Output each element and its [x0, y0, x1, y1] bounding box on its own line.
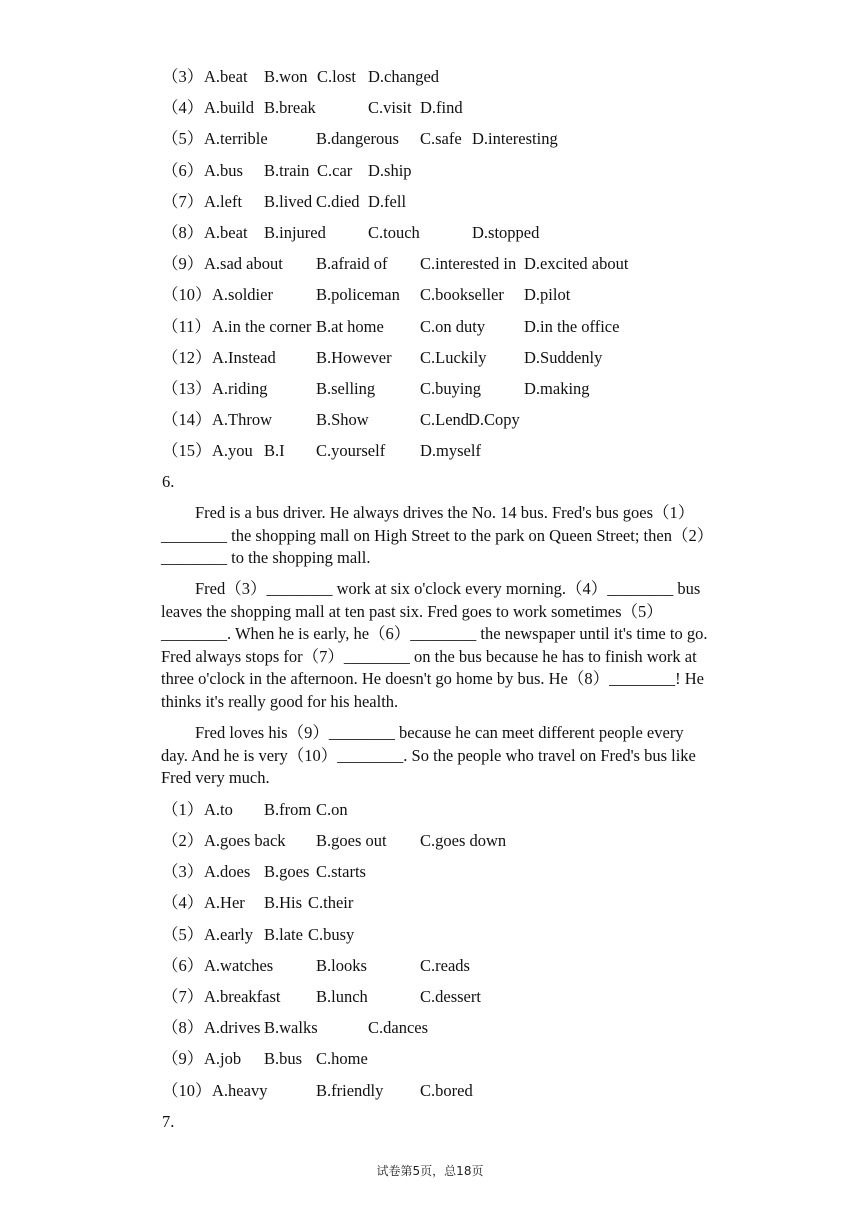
question-number: （13） [162, 379, 212, 398]
passage-line: ________ to the shopping mall. [161, 548, 371, 567]
option-c: C.Luckily [420, 348, 487, 367]
option-a: A.goes back [204, 831, 286, 850]
passage-line: three o'clock in the afternoon. He doesn't go home by bus. He（8）________! He [161, 669, 704, 688]
option-d: D.changed [368, 67, 440, 86]
question-number: （4） [162, 893, 204, 912]
option-b: B.friendly [316, 1081, 384, 1100]
option-c: C.interested in [420, 254, 517, 273]
page-footer: 试卷第5页，总18页 [376, 1164, 484, 1178]
option-a: A.heavy [212, 1081, 268, 1100]
option-b: B.selling [316, 379, 376, 398]
option-c: C.touch [368, 223, 420, 242]
option-d: D.Suddenly [524, 348, 603, 367]
passage-paragraph [161, 502, 739, 570]
question-number: （7） [162, 192, 204, 211]
option-a: A.does [204, 862, 251, 881]
option-a: A.riding [212, 379, 268, 398]
passage-line: Fred very much. [161, 768, 270, 787]
option-c: C.bored [420, 1081, 473, 1100]
passage-line: Fred loves his（9）________ because he can meet different people every [195, 723, 684, 742]
option-b: B.I [264, 441, 285, 460]
option-b: B.lived [264, 192, 313, 211]
option-d: D.ship [368, 161, 412, 180]
option-d: D.myself [420, 441, 481, 460]
question-number: （15） [162, 441, 212, 460]
question-number: （14） [162, 410, 212, 429]
option-c: C.dances [368, 1018, 429, 1037]
option-c: C.car [317, 161, 353, 180]
option-c: C.Lend [420, 410, 470, 429]
option-a: A.drives [204, 1018, 261, 1037]
passage-paragraph [161, 722, 739, 790]
question-number: （8） [162, 1018, 204, 1037]
question-number: （6） [162, 956, 204, 975]
question-number: （9） [162, 1049, 204, 1068]
option-d: D.find [420, 98, 463, 117]
option-b: B.However [316, 348, 392, 367]
option-d: D.excited about [524, 254, 629, 273]
option-a: A.Her [204, 893, 245, 912]
option-b: B.goes out [316, 831, 387, 850]
option-b: B.break [264, 98, 316, 117]
option-a: A.breakfast [204, 987, 281, 1006]
option-c: C.dessert [420, 987, 481, 1006]
option-b: B.policeman [316, 285, 400, 304]
question-number: （12） [162, 348, 212, 367]
option-c: C.home [316, 1049, 368, 1068]
option-a: A.watches [204, 956, 274, 975]
option-b: B.dangerous [316, 129, 399, 148]
option-a: A.sad about [204, 254, 283, 273]
question-number: （10） [162, 285, 212, 304]
option-d: D.in the office [524, 317, 620, 336]
option-b: B.won [264, 67, 308, 86]
option-a: A.you [212, 441, 253, 460]
question-number: （3） [162, 862, 204, 881]
option-d: D.stopped [472, 223, 540, 242]
option-d: D.Copy [468, 410, 520, 429]
option-a: A.Instead [212, 348, 276, 367]
option-b: B.walks [264, 1018, 318, 1037]
option-b: B.late [264, 925, 303, 944]
option-a: A.in the corner [212, 317, 312, 336]
option-b: B.looks [316, 956, 367, 975]
option-d: D.interesting [472, 129, 558, 148]
option-b: B.lunch [316, 987, 368, 1006]
question-number: （3） [162, 67, 204, 86]
passage-line: ________ the shopping mall on High Street to the park on Queen Street; then（2） [161, 525, 714, 545]
question-number: （7） [162, 987, 204, 1006]
passage-paragraph [161, 578, 739, 713]
option-b: B.injured [264, 223, 326, 242]
option-d: D.pilot [524, 285, 571, 304]
passage-line: Fred is a bus driver. He always drives the No. 14 bus. Fred's bus goes（1） [195, 503, 695, 522]
option-b: B.goes [264, 862, 310, 881]
option-a: A.beat [204, 223, 248, 242]
option-d: D.making [524, 379, 590, 398]
option-c: C.died [316, 192, 360, 211]
question-number: （10） [162, 1081, 212, 1100]
passage-line: ________. When he is early, he（6）________ the newspaper until it's time to go. [161, 624, 708, 643]
passage-line: leaves the shopping mall at ten past six. Fred goes to work sometimes（5） [161, 601, 663, 621]
question-number: （4） [162, 98, 204, 117]
question-6-label: 6. [162, 472, 175, 491]
option-c: C.goes down [420, 831, 507, 850]
question-number: （9） [162, 254, 204, 273]
option-c: C.their [308, 893, 354, 912]
option-c: C.reads [420, 956, 470, 975]
question-number: （11） [162, 317, 211, 336]
option-a: A.left [204, 192, 243, 211]
option-a: A.job [204, 1049, 242, 1068]
option-c: C.on [316, 800, 348, 819]
question-number: （5） [162, 925, 204, 944]
question-number: （2） [162, 831, 204, 850]
option-b: B.His [264, 893, 303, 912]
option-c: C.safe [420, 129, 462, 148]
option-b: B.Show [316, 410, 369, 429]
option-a: A.early [204, 925, 254, 944]
passage-line: Fred always stops for（7）________ on the bus because he has to finish work at [161, 646, 697, 666]
passage-line: day. And he is very（10）________. So the people who travel on Fred's bus like [161, 745, 696, 765]
question-number: （6） [162, 161, 204, 180]
option-a: A.Throw [212, 410, 273, 429]
option-c: C.bookseller [420, 285, 504, 304]
question-number: （5） [162, 129, 204, 148]
option-d: D.fell [368, 192, 407, 211]
passage-line: thinks it's really good for his health. [161, 691, 399, 711]
option-a: A.terrible [204, 129, 268, 148]
option-a: A.soldier [212, 285, 273, 304]
option-b: B.bus [264, 1049, 303, 1068]
option-c: C.on duty [420, 317, 486, 336]
question-number: （8） [162, 223, 204, 242]
option-c: C.starts [316, 862, 366, 881]
question-7-label: 7. [162, 1112, 175, 1131]
option-a: A.build [204, 98, 254, 117]
option-b: B.at home [316, 317, 384, 336]
option-c: C.visit [368, 98, 412, 117]
option-c: C.lost [317, 67, 356, 86]
question-number: （1） [162, 800, 204, 819]
option-c: C.busy [308, 925, 355, 944]
option-b: B.train [264, 161, 310, 180]
option-a: A.bus [204, 161, 243, 180]
passage-line: Fred（3）________ work at six o'clock every morning.（4）________ bus [195, 579, 701, 598]
option-a: A.beat [204, 67, 248, 86]
option-a: A.to [204, 800, 233, 819]
option-c: C.yourself [316, 441, 386, 460]
option-b: B.afraid of [316, 254, 388, 273]
option-b: B.from [264, 800, 312, 819]
option-c: C.buying [420, 379, 481, 398]
